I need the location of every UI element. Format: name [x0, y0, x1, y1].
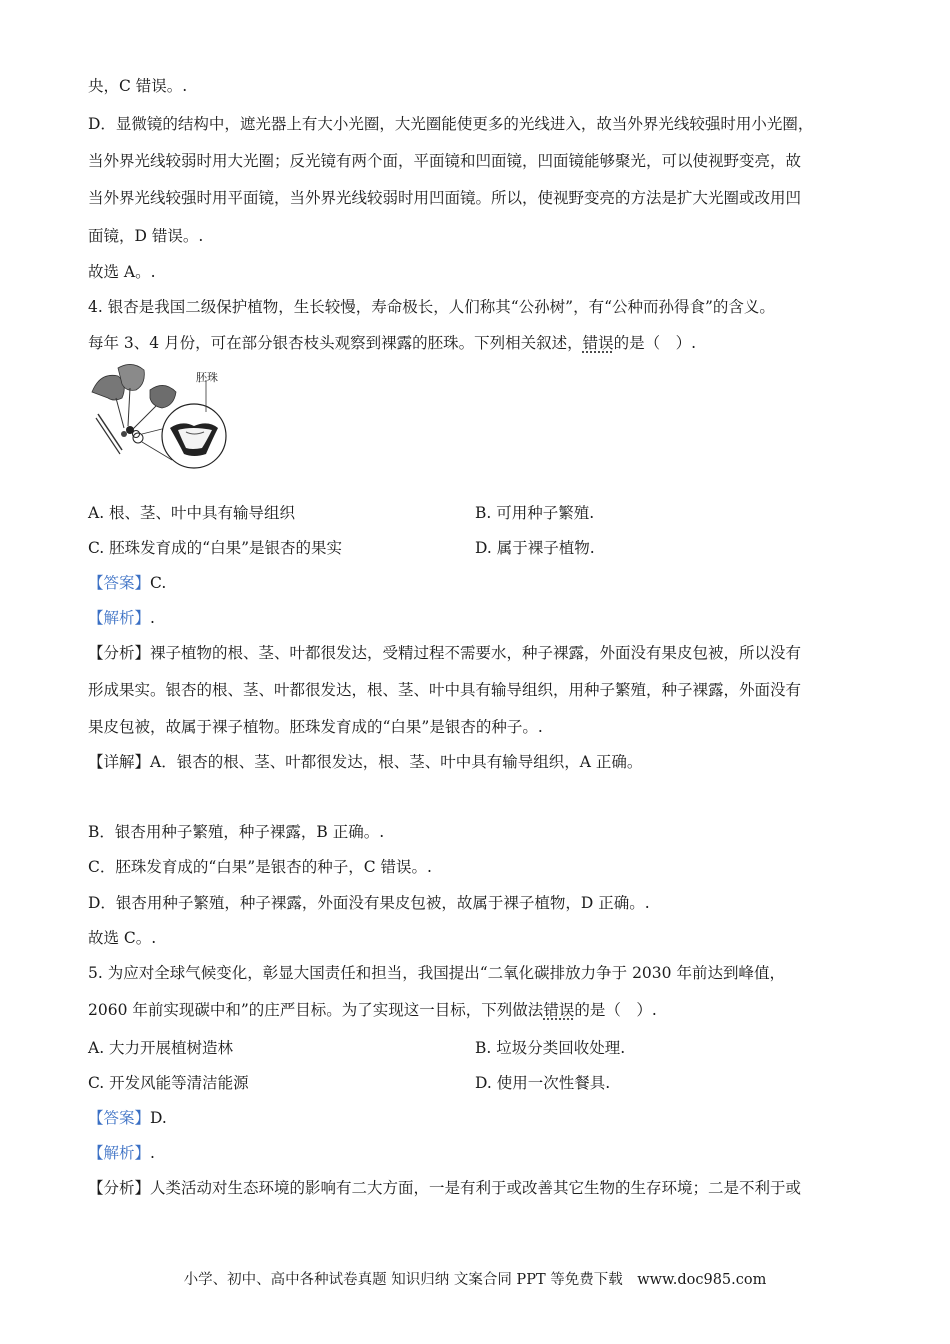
- analysis-text: .: [150, 609, 155, 627]
- text-line: 果皮包被，故属于裸子植物。胚珠发育成的“白果”是银杏的种子。.: [88, 718, 543, 736]
- detail-tag: 【详解】: [88, 753, 151, 771]
- text-line: D．显微镜的结构中，遮光器上有大小光圈，大光圈能使更多的光线进入，故当外界光线较强时用小光圈，: [88, 115, 814, 133]
- analysis-text: .: [150, 1144, 155, 1162]
- text-line: 故选 C。.: [88, 929, 157, 947]
- text-line: 当外界光线较弱时用大光圈；反光镜有两个面，平面镜和凹面镜，凹面镜能够聚光，可以使视野变亮，故: [88, 152, 802, 170]
- option-d: D. 属于裸子植物.: [475, 539, 595, 557]
- ginkgo-figure: [86, 362, 236, 480]
- answer-tag: 【答案】: [88, 1109, 151, 1127]
- text-line: 面镜，D 错误。.: [88, 227, 204, 245]
- stem-text: 2060 年前实现碳中和”的庄严目标。为了实现这一目标，下列做法: [88, 1001, 544, 1019]
- answer-line: [88, 573, 166, 593]
- analysis-tag: 【解析】: [88, 609, 151, 627]
- text-line: 当外界光线较强时用平面镜，当外界光线较弱时用凹面镜。所以，使视野变亮的方法是扩大光圈或改用凹: [88, 189, 802, 207]
- detail-text: A．银杏的根、茎、叶都很发达，根、茎、叶中具有输导组织，A 正确。: [150, 753, 643, 771]
- text-line: C．胚珠发育成的“白果”是银杏的种子，C 错误。.: [88, 858, 432, 876]
- question-5-stem: 5. 为应对全球气候变化，彰显大国责任和担当，我国提出“二氧化碳排放力争于 2030 年前达到峰值，: [88, 964, 785, 982]
- stem-text: 的是（ ）.: [613, 334, 697, 352]
- analysis-tag: 【解析】: [88, 1144, 151, 1162]
- question-5-stem-line2: [88, 1000, 657, 1020]
- explanation-line: [88, 643, 801, 663]
- question-4-stem: 4. 银杏是我国二级保护植物，生长较慢，寿命极长，人们称其“公孙树”，有“公种而孙得食”的含义。: [88, 298, 775, 316]
- question-4-stem-line2: [88, 333, 696, 353]
- option-c: C. 开发风能等清洁能源: [88, 1074, 249, 1092]
- answer-tag: 【答案】: [88, 574, 151, 592]
- option-a: A. 大力开展植树造林: [88, 1039, 234, 1057]
- figure-label: 胚珠: [196, 371, 218, 384]
- option-b: B. 可用种子繁殖.: [475, 504, 595, 522]
- explanation-text: 裸子植物的根、茎、叶都很发达，受精过程不需要水，种子裸露，外面没有果皮包被，所以没有: [150, 644, 802, 662]
- stem-text: 每年 3、4 月份，可在部分银杏枝头观察到裸露的胚珠。下列相关叙述，: [88, 334, 583, 352]
- explanation-tag: 【分析】: [88, 1179, 151, 1197]
- explanation-text: 人类活动对生态环境的影响有二大方面，一是有利于或改善其它生物的生存环境；二是不利于或: [150, 1179, 802, 1197]
- option-b: B. 垃圾分类回收处理.: [475, 1039, 626, 1057]
- explanation-line: [88, 1178, 801, 1198]
- analysis-line: [88, 608, 155, 628]
- text-line: 形成果实。银杏的根、茎、叶都很发达，根、茎、叶中具有输导组织，用种子繁殖，种子裸露，外面没有: [88, 681, 802, 699]
- text-line: 故选 A。.: [88, 263, 156, 281]
- analysis-line: [88, 1143, 155, 1163]
- text-line: D．银杏用种子繁殖，种子裸露，外面没有果皮包被，故属于裸子植物，D 正确。.: [88, 894, 650, 912]
- detail-line: [88, 752, 642, 772]
- stem-text: 的是（ ）.: [574, 1001, 657, 1019]
- option-c: C. 胚珠发育成的“白果”是银杏的果实: [88, 539, 343, 557]
- explanation-tag: 【分析】: [88, 644, 151, 662]
- answer-value: C.: [150, 574, 167, 592]
- text-line: 央，C 错误。.: [88, 77, 188, 95]
- emphasis-text: 错误: [582, 334, 614, 352]
- text-line: B．银杏用种子繁殖，种子裸露，B 正确。.: [88, 823, 385, 841]
- answer-value: D.: [150, 1109, 167, 1127]
- option-d: D. 使用一次性餐具.: [475, 1074, 611, 1092]
- answer-line: [88, 1108, 167, 1128]
- page-footer: 小学、初中、高中各种试卷真题 知识归纳 文案合同 PPT 等免费下载 www.doc985.com: [183, 1272, 767, 1288]
- emphasis-text: 错误: [543, 1001, 575, 1019]
- option-a: A. 根、茎、叶中具有输导组织: [88, 504, 296, 522]
